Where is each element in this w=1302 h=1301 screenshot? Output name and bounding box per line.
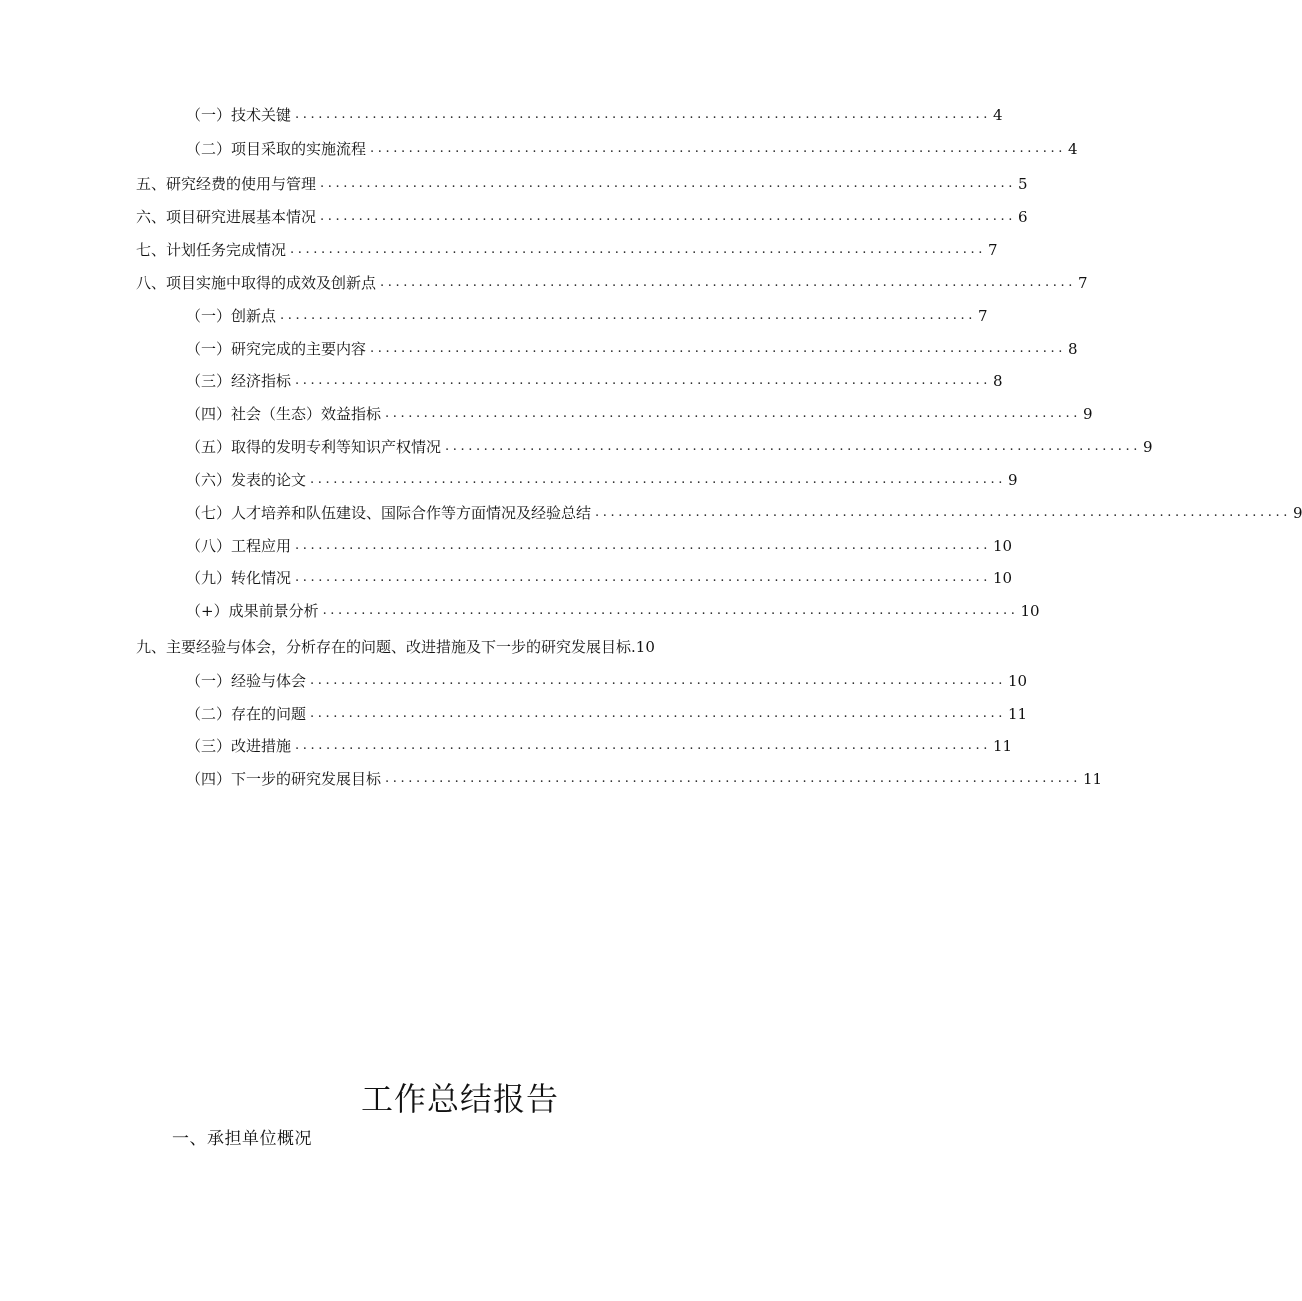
toc-leader-dots: .......................................................................................... bbox=[310, 706, 1006, 721]
toc-entry[interactable] bbox=[186, 101, 1003, 125]
toc-leader-dots: .......................................................................................... bbox=[385, 406, 1081, 421]
toc-page-number: 8 bbox=[992, 372, 1003, 390]
toc-entry-label: （一）研究完成的主要内容 bbox=[186, 340, 367, 358]
toc-entry[interactable] bbox=[186, 499, 1302, 523]
toc-entry-label: （三）改进措施 bbox=[186, 737, 292, 755]
toc-leader-dots: .......................................................................................... bbox=[310, 472, 1006, 487]
toc-leader-dots: .......................................................................................... bbox=[310, 673, 1006, 688]
toc-entry-label: （三）经济指标 bbox=[186, 372, 292, 390]
toc-page-number: 6 bbox=[1017, 208, 1028, 226]
toc-entry-label: （+）成果前景分析 bbox=[186, 602, 319, 620]
toc-entry-label: （一）技术关键 bbox=[186, 106, 292, 124]
toc-entry-label: 九、主要经验与体会，分析存在的问题、改进措施及下一步的研究发展目标.10 bbox=[136, 638, 655, 656]
toc-leader-dots: .......................................................................................... bbox=[380, 275, 1076, 290]
toc-leader-dots: .......................................................................................... bbox=[595, 505, 1291, 520]
toc-leader-dots: .......................................................................................... bbox=[295, 373, 991, 388]
toc-page-number: 4 bbox=[1067, 140, 1078, 158]
toc-entry-label: 七、计划任务完成情况 bbox=[136, 241, 287, 259]
toc-entry[interactable] bbox=[186, 400, 1093, 424]
toc-leader-dots: .......................................................................................... bbox=[295, 738, 991, 753]
toc-entry-label: （四）社会（生态）效益指标 bbox=[186, 405, 382, 423]
toc-page-number: 7 bbox=[977, 307, 988, 325]
toc-leader-dots: .......................................................................................... bbox=[370, 141, 1066, 156]
toc-entry[interactable] bbox=[186, 466, 1018, 490]
toc-leader-dots: .......................................................................................... bbox=[370, 341, 1066, 356]
toc-page-number: 5 bbox=[1017, 175, 1028, 193]
toc-leader-dots: .......................................................................................... bbox=[295, 538, 991, 553]
toc-page-number: 11 bbox=[992, 737, 1013, 755]
toc-entry-label: （八）工程应用 bbox=[186, 537, 292, 555]
toc-page-number: 9 bbox=[1292, 504, 1302, 522]
toc-entry-label: 五、研究经费的使用与管理 bbox=[136, 175, 317, 193]
toc-entry-label: （四）下一步的研究发展目标 bbox=[186, 770, 382, 788]
toc-entry-label: （七）人才培养和队伍建设、国际合作等方面情况及经验总结 bbox=[186, 504, 592, 522]
toc-page-number: 10 bbox=[992, 537, 1013, 555]
toc-entry-label: （九）转化情况 bbox=[186, 569, 292, 587]
toc-entry[interactable] bbox=[186, 564, 1013, 588]
toc-entry-label: （二）项目采取的实施流程 bbox=[186, 140, 367, 158]
toc-entry-label: （六）发表的论文 bbox=[186, 471, 307, 489]
toc-entry-label: （一）创新点 bbox=[186, 307, 277, 325]
toc-entry-label: （五）取得的发明专利等知识产权情况 bbox=[186, 438, 442, 456]
toc-entry[interactable] bbox=[186, 700, 1028, 724]
toc-entry-label: （二）存在的问题 bbox=[186, 705, 307, 723]
toc-page-number: 7 bbox=[1077, 274, 1088, 292]
toc-leader-dots: .......................................................................................... bbox=[385, 771, 1081, 786]
toc-page-number: 4 bbox=[992, 106, 1003, 124]
toc-leader-dots: .......................................................................................... bbox=[295, 107, 991, 122]
toc-page-number: 11 bbox=[1007, 705, 1028, 723]
toc-entry[interactable] bbox=[186, 597, 1040, 621]
toc-leader-dots: .......................................................................................... bbox=[322, 603, 1019, 618]
toc-leader-dots: .......................................................................................... bbox=[280, 308, 976, 323]
toc-page-number: 10 bbox=[992, 569, 1013, 587]
toc-entry[interactable] bbox=[186, 335, 1078, 359]
toc-entry[interactable] bbox=[186, 765, 1103, 789]
toc-entry[interactable] bbox=[186, 532, 1013, 556]
toc-entry[interactable] bbox=[136, 269, 1088, 293]
toc-entry-label: 八、项目实施中取得的成效及创新点 bbox=[136, 274, 377, 292]
toc-entry[interactable] bbox=[186, 367, 1003, 391]
toc-entry[interactable] bbox=[136, 170, 1028, 194]
toc-entry[interactable] bbox=[186, 433, 1153, 457]
toc-page-number: 8 bbox=[1067, 340, 1078, 358]
toc-entry[interactable] bbox=[186, 302, 988, 326]
toc-page-number: 7 bbox=[987, 241, 998, 259]
toc-page-number: 10 bbox=[1020, 602, 1040, 620]
toc-leader-dots: .......................................................................................... bbox=[290, 242, 986, 257]
toc-page-number: 9 bbox=[1007, 471, 1018, 489]
toc-entry[interactable] bbox=[186, 135, 1078, 159]
toc-leader-dots: .......................................................................................... bbox=[445, 439, 1141, 454]
toc-page-number: 10 bbox=[1007, 672, 1028, 690]
section-heading: 一、承担单位概况 bbox=[172, 1129, 312, 1149]
toc-entry[interactable] bbox=[136, 203, 1028, 227]
toc-entry[interactable] bbox=[136, 236, 998, 260]
toc-page-number: 9 bbox=[1142, 438, 1153, 456]
toc-page-number: 11 bbox=[1082, 770, 1103, 788]
toc-entry[interactable] bbox=[186, 732, 1013, 756]
toc-leader-dots: .......................................................................................... bbox=[320, 176, 1016, 191]
toc-page-number: 9 bbox=[1082, 405, 1093, 423]
toc-leader-dots: .......................................................................................... bbox=[320, 209, 1016, 224]
toc-entry-label: 六、项目研究进展基本情况 bbox=[136, 208, 317, 226]
toc-entry[interactable] bbox=[186, 667, 1028, 691]
document-title: 工作总结报告 bbox=[360, 1080, 559, 1119]
toc-leader-dots: .......................................................................................... bbox=[295, 570, 991, 585]
toc-entry-label: （一）经验与体会 bbox=[186, 672, 307, 690]
toc-entry[interactable] bbox=[136, 633, 778, 657]
